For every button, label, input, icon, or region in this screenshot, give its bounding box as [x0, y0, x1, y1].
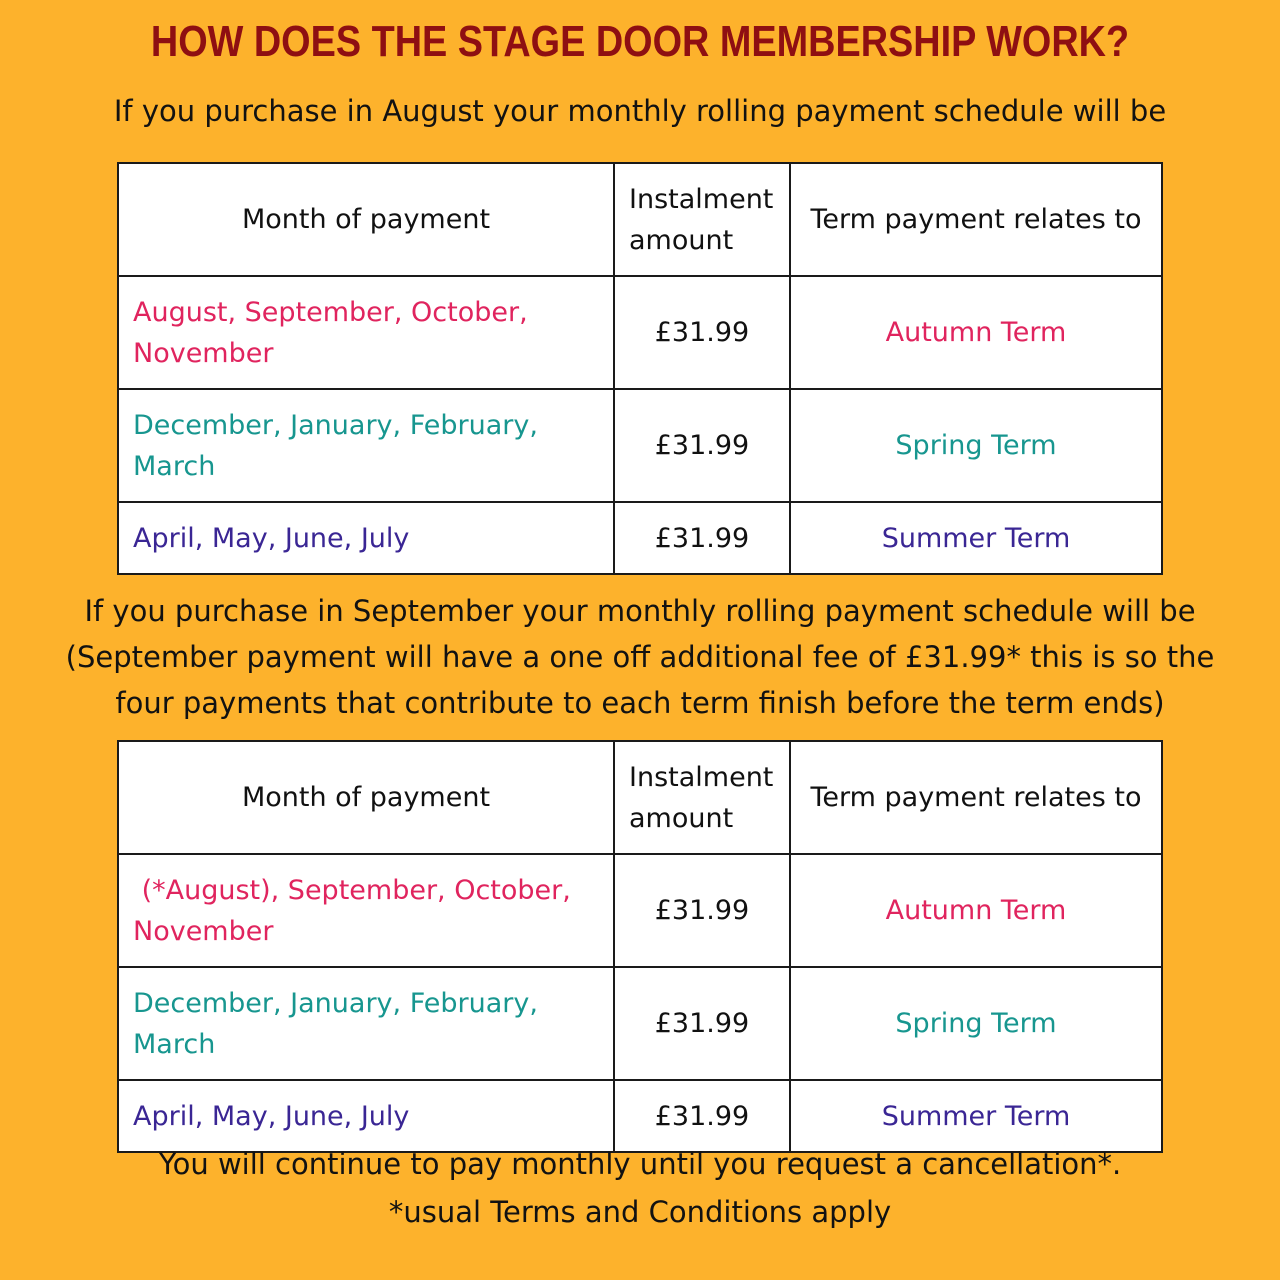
months-line2: November: [133, 337, 274, 369]
months-cell: April, May, June, July: [118, 502, 614, 574]
months-line1: December, January, February,: [133, 409, 538, 441]
table-row-autumn: [118, 276, 1162, 389]
header-term: Term payment relates to: [790, 163, 1162, 276]
amount-cell: £31.99: [614, 967, 790, 1080]
term-cell: Summer Term: [790, 1080, 1162, 1152]
header-amount: [614, 741, 790, 854]
table-row-summer: [118, 502, 1162, 574]
header-month: Month of payment: [118, 741, 614, 854]
footer-cancellation-note: You will continue to pay monthly until you request a cancellation*.: [158, 1147, 1122, 1181]
header-amount: [614, 163, 790, 276]
intro-august: If you purchase in August your monthly rolling payment schedule will be: [113, 94, 1167, 128]
intro-september-line2: (September payment will have a one off additional fee of £31.99* this is so the: [65, 640, 1215, 674]
header-month: Month of payment: [118, 163, 614, 276]
months-line2: March: [133, 450, 216, 482]
amount-cell: £31.99: [614, 854, 790, 967]
intro-september-line3: four payments that contribute to each term finish before the term ends): [115, 686, 1165, 720]
months-cell: [118, 276, 614, 389]
header-term: Term payment relates to: [790, 741, 1162, 854]
table-header-row: [118, 163, 1162, 276]
table-row-autumn: [118, 854, 1162, 967]
page-title: HOW DOES THE STAGE DOOR MEMBERSHIP WORK?: [150, 17, 1130, 66]
amount-cell: £31.99: [614, 1080, 790, 1152]
table-header-row: [118, 741, 1162, 854]
months-line1: (*August), September, October,: [133, 874, 571, 906]
intro-september-line1: If you purchase in September your monthly rolling payment schedule will be: [84, 594, 1196, 628]
term-cell: Spring Term: [790, 389, 1162, 502]
term-cell: Autumn Term: [790, 854, 1162, 967]
intro-september: [0, 588, 1280, 726]
months-line2: March: [133, 1028, 216, 1060]
months-line1: December, January, February,: [133, 987, 538, 1019]
header-amount-line1: Instalment: [629, 183, 774, 215]
months-cell: [118, 967, 614, 1080]
header-amount-line2: amount: [629, 802, 734, 834]
amount-cell: £31.99: [614, 389, 790, 502]
header-amount-line2: amount: [629, 224, 734, 256]
term-cell: Summer Term: [790, 502, 1162, 574]
table-row-spring: [118, 967, 1162, 1080]
term-cell: Autumn Term: [790, 276, 1162, 389]
header-amount-line1: Instalment: [629, 761, 774, 793]
table-row-spring: [118, 389, 1162, 502]
amount-cell: £31.99: [614, 502, 790, 574]
term-cell: Spring Term: [790, 967, 1162, 1080]
months-cell: [118, 854, 614, 967]
months-line2: November: [133, 915, 274, 947]
months-line1: August, September, October,: [133, 296, 528, 328]
months-cell: [118, 389, 614, 502]
amount-cell: £31.99: [614, 276, 790, 389]
months-cell: April, May, June, July: [118, 1080, 614, 1152]
payment-table-september: [117, 740, 1163, 1153]
payment-table-august: [117, 162, 1163, 575]
footer-terms-note: *usual Terms and Conditions apply: [388, 1195, 892, 1229]
